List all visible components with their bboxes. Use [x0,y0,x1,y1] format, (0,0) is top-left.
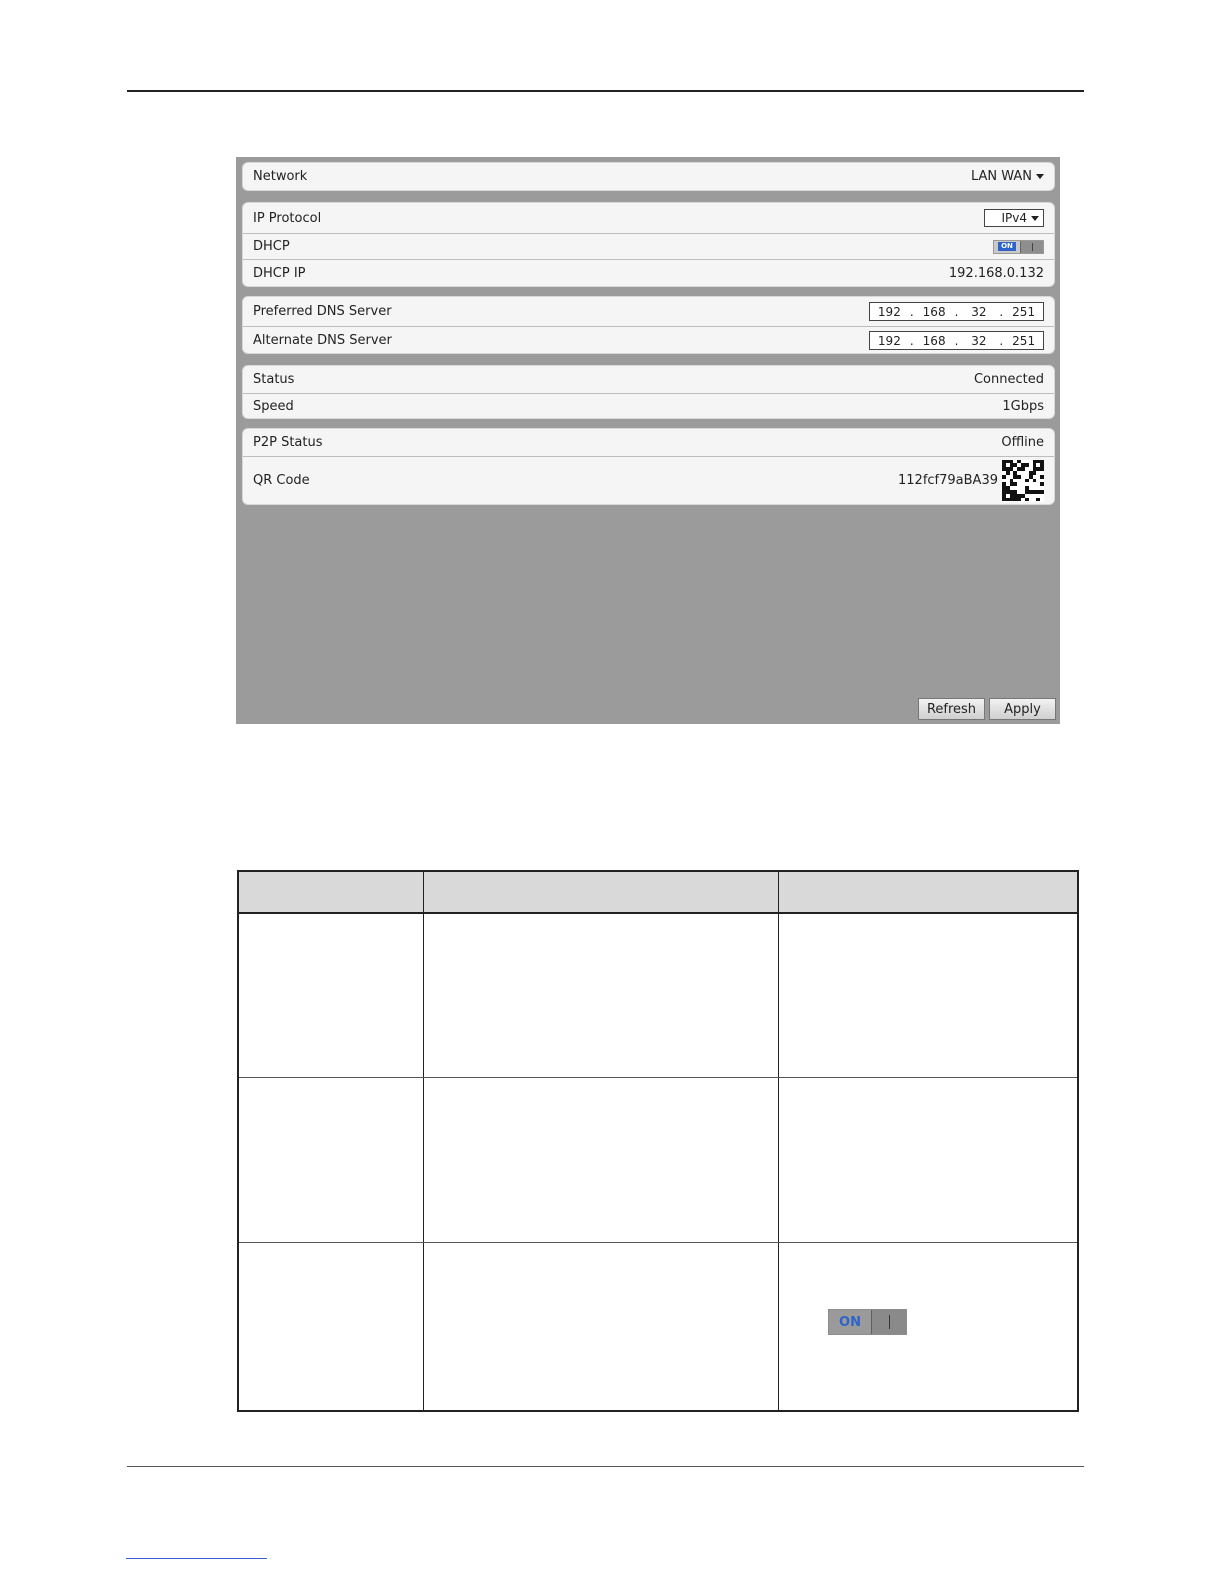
p2p-status-label: P2P Status [253,435,323,450]
network-dropdown[interactable] [971,169,1044,184]
dhcp-ip-row [243,259,1054,286]
ip-separator: . [999,304,1004,319]
speed-label: Speed [253,398,294,414]
ip-octet: 32 [971,333,987,348]
table-column-divider [423,872,424,1410]
dhcp-row [243,233,1054,259]
qr-code-icon [1002,460,1044,502]
preferred-dns-row [243,297,1054,326]
chevron-down-icon [1036,174,1044,179]
network-label: Network [253,169,308,184]
ip-protocol-select[interactable] [984,209,1044,227]
p2p-status-row [243,429,1054,456]
toggle-on-label: ON [839,1314,861,1330]
ip-separator: . [999,333,1004,348]
network-dropdown-value: LAN WAN [970,169,1032,184]
qr-code-row [243,456,1054,504]
ip-octet: 192 [877,333,901,348]
dhcp-label: DHCP [253,239,290,254]
ip-octet: 251 [1012,304,1036,319]
p2p-card [242,428,1055,505]
table-column-divider [778,872,779,1410]
alternate-dns-input[interactable] [869,331,1044,350]
speed-value: 1Gbps [1002,398,1044,414]
table-row-divider [239,1077,1077,1078]
ip-octet: 168 [922,333,946,348]
apply-button[interactable]: Apply [989,698,1056,720]
header-rule [127,90,1084,92]
footer-link-underline [126,1558,267,1559]
dhcp-ip-label: DHCP IP [253,265,306,281]
ip-octet: 192 [877,304,901,319]
alternate-dns-label: Alternate DNS Server [253,333,392,348]
ip-separator: . [909,304,914,319]
toggle-on-segment [829,1310,872,1334]
ip-card [242,202,1055,287]
ip-protocol-value: IPv4 [1001,211,1027,225]
status-label: Status [253,372,295,387]
status-card [242,365,1055,419]
ip-separator: . [954,333,959,348]
chevron-down-icon [1031,216,1039,221]
network-settings-screenshot [236,157,1060,724]
speed-row [243,393,1054,418]
refresh-button[interactable]: Refresh [918,698,985,720]
ip-octet: 251 [1012,333,1036,348]
description-table [237,870,1079,1412]
table-row-divider [239,1242,1077,1243]
qr-code-value: 112fcf79aBA39 [898,473,998,488]
ip-protocol-label: IP Protocol [253,210,322,226]
ip-separator: . [909,333,914,348]
ip-separator: . [954,304,959,319]
ip-octet: 168 [922,304,946,319]
dhcp-toggle[interactable] [993,240,1044,254]
p2p-status-value: Offline [1001,435,1044,450]
toggle-on-label: ON [998,242,1016,251]
status-row [243,366,1054,393]
qr-code-label: QR Code [253,473,310,488]
toggle-knob [1020,241,1043,253]
network-row [243,163,1054,190]
qr-code-value-group [898,460,1044,502]
dhcp-ip-value: 192.168.0.132 [948,265,1044,281]
table-header [239,872,1077,914]
preferred-dns-label: Preferred DNS Server [253,304,392,319]
ip-octet: 32 [971,304,987,319]
dhcp-toggle-illustration [828,1309,907,1335]
toggle-on-segment [994,241,1020,253]
dns-card [242,296,1055,354]
alternate-dns-row [243,326,1054,354]
footer-rule [127,1466,1084,1467]
preferred-dns-input[interactable] [869,302,1044,321]
ip-protocol-row [243,203,1054,233]
network-card [242,162,1055,191]
toggle-knob [872,1310,906,1334]
status-value: Connected [973,372,1044,387]
